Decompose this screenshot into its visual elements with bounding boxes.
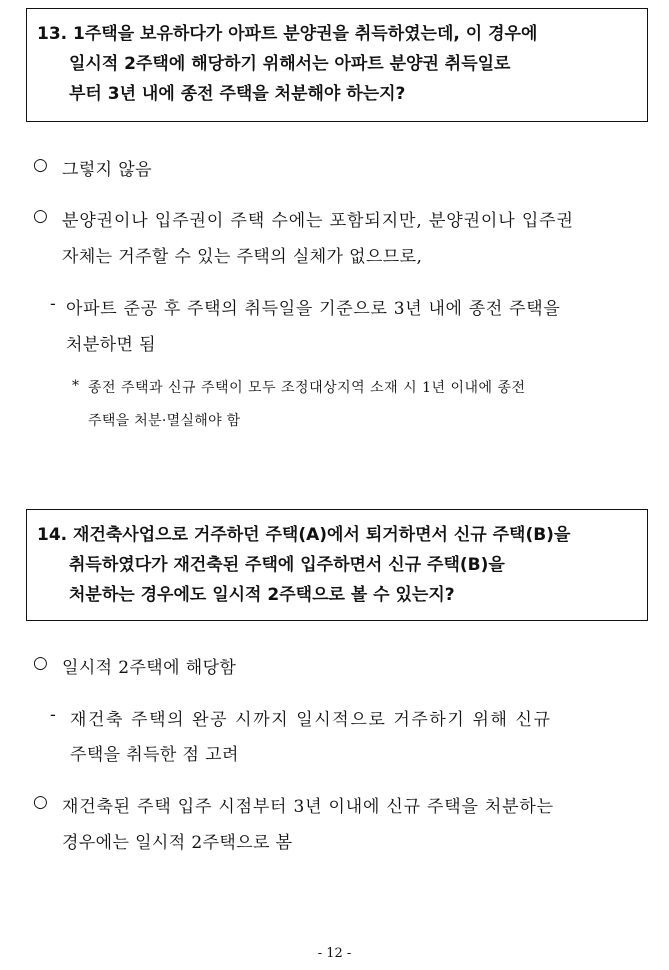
- answer-14-item-2-line-2: 경우에는 일시적 2주택으로 봄: [62, 833, 293, 853]
- question-14-line-1: 14. 재건축사업으로 거주하던 주택(A)에서 퇴거하면서 신규 주택(B)을: [37, 525, 571, 545]
- question-14-line-3: 처분하는 경우에도 일시적 2주택으로 볼 수 있는지?: [69, 585, 455, 605]
- asterisk-note-marker: *: [72, 378, 80, 394]
- answer-14-item-1: 일시적 2주택에 해당함: [62, 658, 237, 678]
- answer-13-item-1: 그렇지 않음: [62, 160, 152, 180]
- answer-13-sub-1-line-2: 처분하면 됨: [66, 335, 156, 355]
- question-13-box: [26, 8, 648, 122]
- answer-13-item-2-line-2: 자체는 거주할 수 있는 주택의 실체가 없으므로,: [62, 247, 423, 267]
- answer-13-note-line-2: 주택을 처분·멸실해야 함: [88, 413, 241, 429]
- circle-bullet: ○: [33, 653, 48, 673]
- circle-bullet: ○: [33, 792, 48, 812]
- dash-bullet: -: [50, 294, 56, 314]
- page-number: - 12 -: [317, 946, 352, 961]
- answer-14-item-2-line-1: 재건축된 주택 입주 시점부터 3년 이내에 신규 주택을 처분하는: [62, 797, 554, 817]
- question-13-line-2: 일시적 2주택에 해당하기 위해서는 아파트 분양권 취득일로: [69, 54, 511, 74]
- circle-bullet: ○: [33, 155, 48, 175]
- question-14-line-2: 취득하였다가 재건축된 주택에 입주하면서 신규 주택(B)을: [69, 555, 505, 575]
- answer-13-sub-1-line-1: 아파트 준공 후 주택의 취득일을 기준으로 3년 내에 종전 주택을: [66, 299, 561, 319]
- answer-13-note-line-1: 종전 주택과 신규 주택이 모두 조정대상지역 소재 시 1년 이내에 종전: [88, 380, 526, 396]
- question-13-line-1: 13. 1주택을 보유하다가 아파트 분양권을 취득하였는데, 이 경우에: [37, 24, 538, 44]
- answer-13-item-2-line-1: 분양권이나 입주권이 주택 수에는 포함되지만, 분양권이나 입주권: [62, 211, 574, 231]
- answer-14-sub-1-line-1: 재건축 주택의 완공 시까지 일시적으로 거주하기 위해 신규: [70, 710, 552, 730]
- answer-14-sub-1-line-2: 주택을 취득한 점 고려: [70, 745, 239, 765]
- question-14-box: [26, 509, 648, 621]
- circle-bullet: ○: [33, 206, 48, 226]
- question-13-line-3: 부터 3년 내에 종전 주택을 처분해야 하는지?: [69, 84, 406, 104]
- dash-bullet: -: [50, 705, 56, 725]
